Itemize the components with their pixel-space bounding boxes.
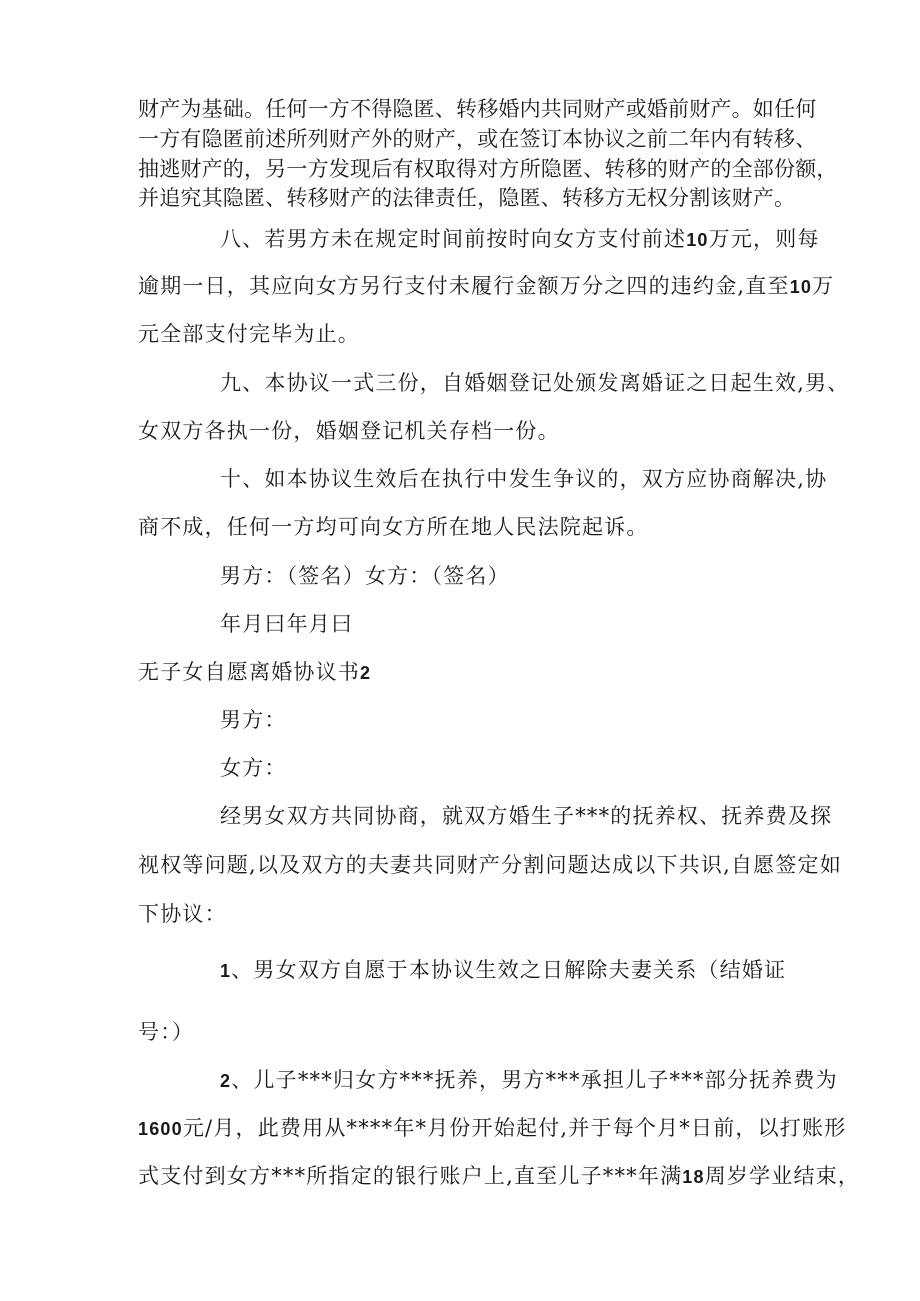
clause-8-text-a: 八、若男方未在规定时间前按时向女方支付前述: [220, 227, 687, 251]
clause-9-line-1: 九、本协议一式三份，自婚姻登记处颁发离婚证之日起生效,男、: [220, 371, 850, 395]
preamble-line-3: 下协议：: [138, 902, 227, 926]
item-2-text-2: 元/月，此费用从****年*月份开始起付,并于每个月*日前，以打账形: [182, 1116, 847, 1140]
clause-9-line-2: 女双方各执一份，婚姻登记机关存档一份。: [138, 419, 560, 443]
item-2-amount: 1600: [138, 1119, 183, 1139]
intro-line-3: 抽逃财产的，另一方发现后有权取得对方所隐匿、转移的财产的全部份额，: [138, 157, 838, 181]
item-1-line-2: 号：）: [138, 1020, 195, 1044]
party-male: 男方：: [220, 708, 287, 732]
signature-line: 男方：（签名）女方：（签名）: [220, 564, 510, 588]
item-1-text: 、男女双方自愿于本协议生效之日解除夫妻关系（结婚证: [231, 958, 787, 982]
item-2-line-3: [138, 1162, 860, 1191]
item-2-number: 2: [220, 1071, 232, 1091]
clause-8-text-b: 万元，则每: [708, 227, 820, 251]
clause-8-line-1: [220, 225, 820, 254]
second-title-number: 2: [360, 663, 372, 683]
item-2-text: 、儿子***归女方***抚养，男方***承担儿子***部分抚养费为: [231, 1068, 838, 1092]
item-2-text-3a: 式支付到女方***所指定的银行账户上,直至儿子***年满: [138, 1164, 683, 1188]
item-1-number: 1: [220, 961, 232, 981]
clause-8-text-d: 万: [812, 274, 835, 298]
preamble-line-2: 视权等问题,以及双方的夫妻共同财产分割问题达成以下共识,自愿签定如: [138, 853, 842, 877]
party-female: 女方：: [220, 756, 287, 780]
clause-8-amount: 10: [686, 230, 709, 250]
clause-8-text-c: 逾期一日，其应向女方另行支付未履行金额万分之四的违约金,直至: [138, 274, 790, 298]
clause-10-line-2: 商不成，任何一方均可向女方所在地人民法院起诉。: [138, 515, 649, 539]
item-2-line-2: [138, 1114, 846, 1143]
clause-8-line-2: [138, 272, 834, 301]
clause-8-amount-2: 10: [789, 277, 813, 297]
intro-line-1: 财产为基础。任何一方不得隐匿、转移婚内共同财产或婚前财产。如任何: [138, 97, 817, 121]
item-2-text-3b: 周岁学业结束，: [704, 1164, 861, 1188]
item-1-line-1: [220, 956, 786, 985]
second-title-text: 无子女自愿离婚协议书: [138, 660, 360, 684]
second-agreement-title: [138, 658, 371, 687]
intro-line-2: 一方有隐匿前述所列财产外的财产，或在签订本协议之前二年内有转移、: [138, 127, 817, 151]
clause-10-line-1: 十、如本协议生效后在执行中发生争议的，双方应协商解决,协: [220, 467, 828, 491]
date-line: 年月曰年月曰: [220, 612, 354, 636]
preamble-line-1: 经男女双方共同协商，就双方婚生子***的抚养权、抚养费及探: [220, 804, 833, 828]
item-2-age: 18: [682, 1167, 705, 1187]
intro-line-4: 并追究其隐匿、转移财产的法律责任，隐匿、转移方无权分割该财产。: [138, 186, 796, 210]
item-2-line-1: [220, 1066, 838, 1095]
clause-8-line-3: 元全部支付完毕为止。: [138, 322, 360, 346]
